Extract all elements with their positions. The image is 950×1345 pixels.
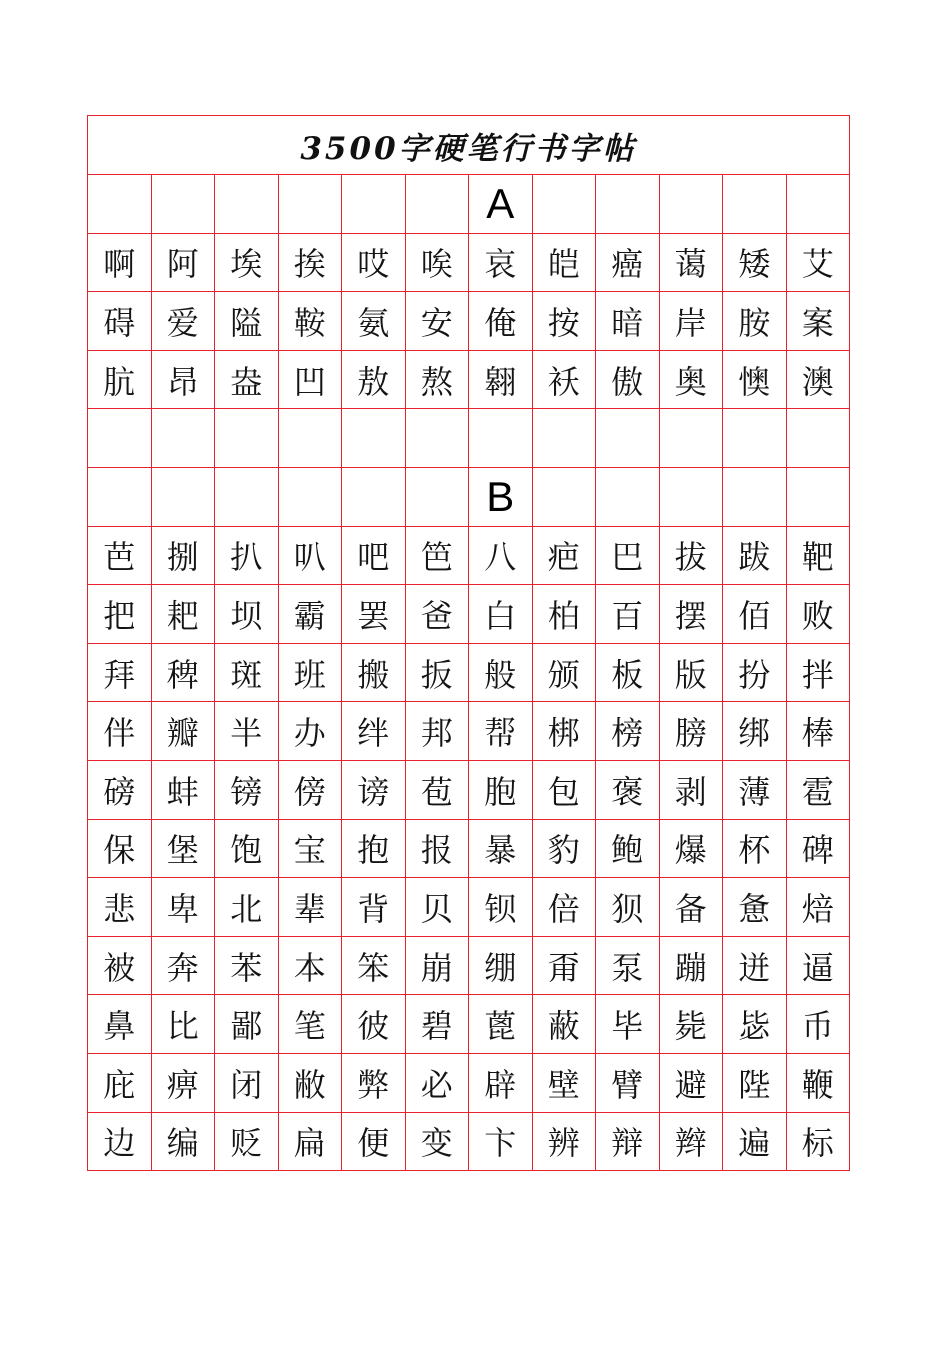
character-cell: 榜 <box>596 702 660 761</box>
empty-cell <box>659 467 723 526</box>
page-title: 3500字硬笔行书字帖 <box>88 116 850 175</box>
character-cell: 暴 <box>469 819 533 878</box>
empty-cell <box>215 467 279 526</box>
character-cell: 盎 <box>215 350 279 409</box>
character-cell: 北 <box>215 878 279 937</box>
character-cell: 陛 <box>723 1053 787 1112</box>
character-cell: 靶 <box>786 526 850 585</box>
character-cell: 伴 <box>88 702 152 761</box>
section-letter: A <box>469 175 533 234</box>
character-cell: 毙 <box>659 995 723 1054</box>
character-cell: 绷 <box>469 936 533 995</box>
character-row <box>88 702 850 761</box>
character-cell: 辩 <box>596 1112 660 1171</box>
character-cell: 板 <box>596 643 660 702</box>
character-row <box>88 1053 850 1112</box>
empty-cell <box>278 175 342 234</box>
empty-cell <box>342 409 406 468</box>
character-cell: 辟 <box>469 1053 533 1112</box>
character-cell: 败 <box>786 585 850 644</box>
character-cell: 便 <box>342 1112 406 1171</box>
character-cell: 倍 <box>532 878 596 937</box>
character-cell: 敝 <box>278 1053 342 1112</box>
character-cell: 杯 <box>723 819 787 878</box>
character-cell: 堡 <box>151 819 215 878</box>
empty-cell <box>405 175 469 234</box>
character-cell: 迸 <box>723 936 787 995</box>
character-cell: 包 <box>532 760 596 819</box>
character-cell: 敖 <box>342 350 406 409</box>
character-cell: 碧 <box>405 995 469 1054</box>
character-cell: 罢 <box>342 585 406 644</box>
character-cell: 褒 <box>596 760 660 819</box>
empty-cell <box>151 409 215 468</box>
empty-cell <box>532 175 596 234</box>
character-row <box>88 878 850 937</box>
character-cell: 疤 <box>532 526 596 585</box>
empty-cell <box>532 409 596 468</box>
character-cell: 啊 <box>88 233 152 292</box>
empty-cell <box>215 409 279 468</box>
empty-cell <box>532 467 596 526</box>
character-cell: 傍 <box>278 760 342 819</box>
character-cell: 毖 <box>723 995 787 1054</box>
character-cell: 谤 <box>342 760 406 819</box>
character-row <box>88 760 850 819</box>
character-cell: 遍 <box>723 1112 787 1171</box>
character-cell: 爱 <box>151 292 215 351</box>
character-cell: 柏 <box>532 585 596 644</box>
character-cell: 蓖 <box>469 995 533 1054</box>
character-cell: 磅 <box>88 760 152 819</box>
character-cell: 泵 <box>596 936 660 995</box>
character-cell: 瓣 <box>151 702 215 761</box>
character-cell: 班 <box>278 643 342 702</box>
character-cell: 艾 <box>786 233 850 292</box>
character-cell: 辫 <box>659 1112 723 1171</box>
character-row <box>88 819 850 878</box>
character-cell: 昂 <box>151 350 215 409</box>
character-cell: 剥 <box>659 760 723 819</box>
character-cell: 把 <box>88 585 152 644</box>
character-cell: 按 <box>532 292 596 351</box>
character-cell: 保 <box>88 819 152 878</box>
empty-cell <box>405 467 469 526</box>
character-cell: 辨 <box>532 1112 596 1171</box>
character-cell: 矮 <box>723 233 787 292</box>
character-cell: 扒 <box>215 526 279 585</box>
character-cell: 棒 <box>786 702 850 761</box>
character-cell: 焙 <box>786 878 850 937</box>
character-cell: 壁 <box>532 1053 596 1112</box>
character-cell: 抱 <box>342 819 406 878</box>
character-cell: 霸 <box>278 585 342 644</box>
empty-cell <box>278 409 342 468</box>
character-cell: 澳 <box>786 350 850 409</box>
character-cell: 边 <box>88 1112 152 1171</box>
character-cell: 扳 <box>405 643 469 702</box>
character-cell: 绊 <box>342 702 406 761</box>
character-cell: 跋 <box>723 526 787 585</box>
empty-cell <box>786 467 850 526</box>
character-cell: 鞍 <box>278 292 342 351</box>
empty-cell <box>659 409 723 468</box>
empty-cell <box>88 409 152 468</box>
empty-cell <box>151 175 215 234</box>
character-cell: 臂 <box>596 1053 660 1112</box>
character-cell: 狈 <box>596 878 660 937</box>
empty-cell <box>596 467 660 526</box>
character-cell: 梆 <box>532 702 596 761</box>
character-cell: 胺 <box>723 292 787 351</box>
character-cell: 俺 <box>469 292 533 351</box>
character-cell: 般 <box>469 643 533 702</box>
character-cell: 庇 <box>88 1053 152 1112</box>
character-cell: 叭 <box>278 526 342 585</box>
empty-cell <box>723 467 787 526</box>
character-cell: 甭 <box>532 936 596 995</box>
practice-grid <box>87 115 850 1171</box>
section-letter: B <box>469 467 533 526</box>
character-cell: 蔽 <box>532 995 596 1054</box>
character-cell: 癌 <box>596 233 660 292</box>
character-cell: 埃 <box>215 233 279 292</box>
empty-cell <box>405 409 469 468</box>
character-row <box>88 585 850 644</box>
character-cell: 标 <box>786 1112 850 1171</box>
empty-cell <box>659 175 723 234</box>
character-cell: 捌 <box>151 526 215 585</box>
empty-cell <box>723 175 787 234</box>
character-row <box>88 995 850 1054</box>
empty-cell <box>342 467 406 526</box>
character-cell: 苞 <box>405 760 469 819</box>
empty-cell <box>786 409 850 468</box>
character-cell: 绑 <box>723 702 787 761</box>
character-cell: 镑 <box>215 760 279 819</box>
character-cell: 弊 <box>342 1053 406 1112</box>
character-row <box>88 526 850 585</box>
character-cell: 坝 <box>215 585 279 644</box>
character-cell: 惫 <box>723 878 787 937</box>
character-cell: 扮 <box>723 643 787 702</box>
character-cell: 傲 <box>596 350 660 409</box>
character-row <box>88 936 850 995</box>
character-cell: 本 <box>278 936 342 995</box>
character-cell: 宝 <box>278 819 342 878</box>
character-cell: 薄 <box>723 760 787 819</box>
character-cell: 氨 <box>342 292 406 351</box>
character-cell: 钡 <box>469 878 533 937</box>
character-cell: 凹 <box>278 350 342 409</box>
character-cell: 哀 <box>469 233 533 292</box>
character-cell: 背 <box>342 878 406 937</box>
character-cell: 隘 <box>215 292 279 351</box>
character-cell: 哎 <box>342 233 406 292</box>
character-cell: 拌 <box>786 643 850 702</box>
blank-row <box>88 409 850 468</box>
character-cell: 巴 <box>596 526 660 585</box>
character-cell: 笆 <box>405 526 469 585</box>
character-cell: 办 <box>278 702 342 761</box>
character-cell: 蹦 <box>659 936 723 995</box>
character-cell: 皑 <box>532 233 596 292</box>
character-cell: 彼 <box>342 995 406 1054</box>
empty-cell <box>723 409 787 468</box>
character-cell: 膀 <box>659 702 723 761</box>
character-cell: 避 <box>659 1053 723 1112</box>
character-cell: 必 <box>405 1053 469 1112</box>
character-cell: 毕 <box>596 995 660 1054</box>
character-cell: 懊 <box>723 350 787 409</box>
character-cell: 笨 <box>342 936 406 995</box>
character-cell: 挨 <box>278 233 342 292</box>
character-cell: 岸 <box>659 292 723 351</box>
character-cell: 袄 <box>532 350 596 409</box>
character-row <box>88 233 850 292</box>
character-cell: 碑 <box>786 819 850 878</box>
character-cell: 编 <box>151 1112 215 1171</box>
empty-cell <box>596 175 660 234</box>
section-header-row <box>88 467 850 526</box>
character-cell: 痹 <box>151 1053 215 1112</box>
character-row <box>88 350 850 409</box>
character-cell: 肮 <box>88 350 152 409</box>
character-cell: 辈 <box>278 878 342 937</box>
character-cell: 佰 <box>723 585 787 644</box>
character-cell: 备 <box>659 878 723 937</box>
character-cell: 笔 <box>278 995 342 1054</box>
empty-cell <box>342 175 406 234</box>
empty-cell <box>469 409 533 468</box>
character-cell: 爆 <box>659 819 723 878</box>
character-cell: 苯 <box>215 936 279 995</box>
character-cell: 蔼 <box>659 233 723 292</box>
character-cell: 安 <box>405 292 469 351</box>
character-cell: 阿 <box>151 233 215 292</box>
character-cell: 邦 <box>405 702 469 761</box>
character-cell: 变 <box>405 1112 469 1171</box>
character-cell: 唉 <box>405 233 469 292</box>
character-cell: 币 <box>786 995 850 1054</box>
empty-cell <box>88 175 152 234</box>
character-cell: 芭 <box>88 526 152 585</box>
character-cell: 雹 <box>786 760 850 819</box>
character-cell: 被 <box>88 936 152 995</box>
character-cell: 饱 <box>215 819 279 878</box>
empty-cell <box>151 467 215 526</box>
character-cell: 拜 <box>88 643 152 702</box>
character-cell: 鞭 <box>786 1053 850 1112</box>
character-cell: 报 <box>405 819 469 878</box>
character-cell: 卑 <box>151 878 215 937</box>
character-cell: 崩 <box>405 936 469 995</box>
character-cell: 闭 <box>215 1053 279 1112</box>
character-cell: 爸 <box>405 585 469 644</box>
character-row <box>88 292 850 351</box>
character-cell: 卞 <box>469 1112 533 1171</box>
character-cell: 八 <box>469 526 533 585</box>
character-cell: 案 <box>786 292 850 351</box>
character-cell: 悲 <box>88 878 152 937</box>
character-cell: 摆 <box>659 585 723 644</box>
character-cell: 吧 <box>342 526 406 585</box>
section-header-row <box>88 175 850 234</box>
empty-cell <box>88 467 152 526</box>
empty-cell <box>215 175 279 234</box>
character-cell: 扁 <box>278 1112 342 1171</box>
character-row <box>88 643 850 702</box>
character-cell: 暗 <box>596 292 660 351</box>
character-cell: 白 <box>469 585 533 644</box>
empty-cell <box>786 175 850 234</box>
character-row <box>88 1112 850 1171</box>
character-cell: 鲍 <box>596 819 660 878</box>
character-cell: 耙 <box>151 585 215 644</box>
character-cell: 贬 <box>215 1112 279 1171</box>
character-cell: 蚌 <box>151 760 215 819</box>
character-cell: 鼻 <box>88 995 152 1054</box>
character-cell: 搬 <box>342 643 406 702</box>
character-cell: 豹 <box>532 819 596 878</box>
character-cell: 奔 <box>151 936 215 995</box>
character-cell: 版 <box>659 643 723 702</box>
title-row <box>88 116 850 175</box>
character-cell: 帮 <box>469 702 533 761</box>
character-cell: 百 <box>596 585 660 644</box>
character-cell: 鄙 <box>215 995 279 1054</box>
empty-cell <box>596 409 660 468</box>
character-cell: 熬 <box>405 350 469 409</box>
character-cell: 贝 <box>405 878 469 937</box>
empty-cell <box>278 467 342 526</box>
character-cell: 拔 <box>659 526 723 585</box>
character-cell: 胞 <box>469 760 533 819</box>
character-cell: 稗 <box>151 643 215 702</box>
character-cell: 比 <box>151 995 215 1054</box>
character-cell: 颁 <box>532 643 596 702</box>
character-cell: 奥 <box>659 350 723 409</box>
character-cell: 碍 <box>88 292 152 351</box>
character-cell: 翱 <box>469 350 533 409</box>
character-cell: 逼 <box>786 936 850 995</box>
character-cell: 半 <box>215 702 279 761</box>
character-cell: 斑 <box>215 643 279 702</box>
